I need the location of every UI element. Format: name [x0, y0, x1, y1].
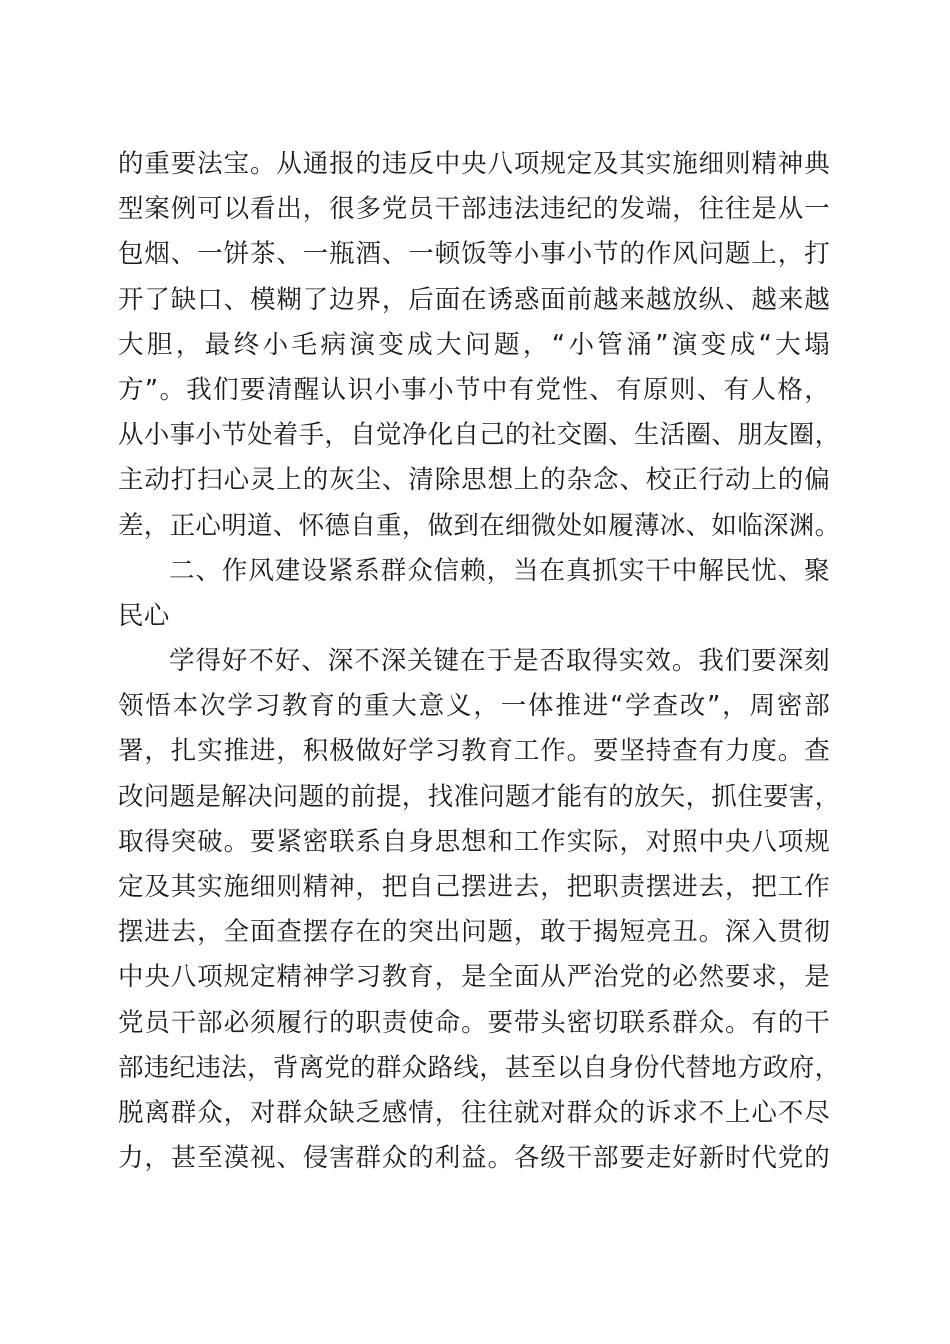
- text-line: 党员干部必须履行的职责使命。要带头密切联系群众。有的干: [118, 1007, 830, 1038]
- text-line: 学得好不好、深不深关键在于是否取得实效。我们要深刻: [169, 646, 830, 677]
- document-body: [118, 142, 841, 1181]
- paragraph: [118, 142, 841, 549]
- text-line: 取得突破。要紧密联系自身思想和工作实际，对照中央八项规: [118, 826, 830, 857]
- section-heading: [118, 549, 830, 639]
- text-line: 脱离群众，对群众缺乏感情，往往就对群众的诉求不上心不尽: [118, 1097, 830, 1128]
- text-line: 包烟、一饼茶、一瓶酒、一顿饭等小事小节的作风问题上，打: [118, 239, 830, 270]
- text-line: 的重要法宝。从通报的违反中央八项规定及其实施细则精神典: [118, 149, 830, 179]
- text-line: 中央八项规定精神学习教育，是全面从严治党的必然要求，是: [118, 962, 830, 993]
- text-line: 领悟本次学习教育的重大意义，一体推进“学查改”，周密部: [118, 691, 830, 722]
- heading-line: 二、作风建设紧系群众信赖，当在真抓实干中解民忧、聚: [169, 555, 830, 586]
- text-line: 型案例可以看出，很多党员干部违法违纪的发端，往往是从一: [118, 194, 830, 225]
- text-line: 从小事小节处着手，自觉净化自己的社交圈、生活圈、朋友圈，: [118, 420, 841, 451]
- heading-line: 民心: [118, 600, 170, 631]
- text-line: 部违纪违法，背离党的群众路线，甚至以自身份代替地方政府，: [118, 1052, 841, 1083]
- paragraph: [118, 639, 841, 1181]
- text-line: 差，正心明道、怀德自重，做到在细微处如履薄冰、如临深渊。: [118, 510, 841, 541]
- text-line: 大胆，最终小毛病演变成大问题，“小管涌”演变成“大塌: [118, 329, 830, 360]
- text-line: 方”。我们要清醒认识小事小节中有党性、有原则、有人格，: [118, 374, 830, 405]
- text-line: 开了缺口、模糊了边界，后面在诱惑面前越来越放纵、越来越: [118, 284, 830, 315]
- text-line: 主动打扫心灵上的灰尘、清除思想上的杂念、校正行动上的偏: [118, 465, 830, 496]
- text-line: 署，扎实推进，积极做好学习教育工作。要坚持查有力度。查: [118, 736, 830, 767]
- text-line: 力，甚至漠视、侵害群众的利益。各级干部要走好新时代党的: [118, 1143, 830, 1174]
- text-line: 改问题是解决问题的前提，找准问题才能有的放矢，抓住要害，: [118, 781, 841, 812]
- text-line: 定及其实施细则精神，把自己摆进去，把职责摆进去，把工作: [118, 872, 830, 902]
- text-line: 摆进去，全面查摆存在的突出问题，敢于揭短亮丑。深入贯彻: [118, 917, 830, 948]
